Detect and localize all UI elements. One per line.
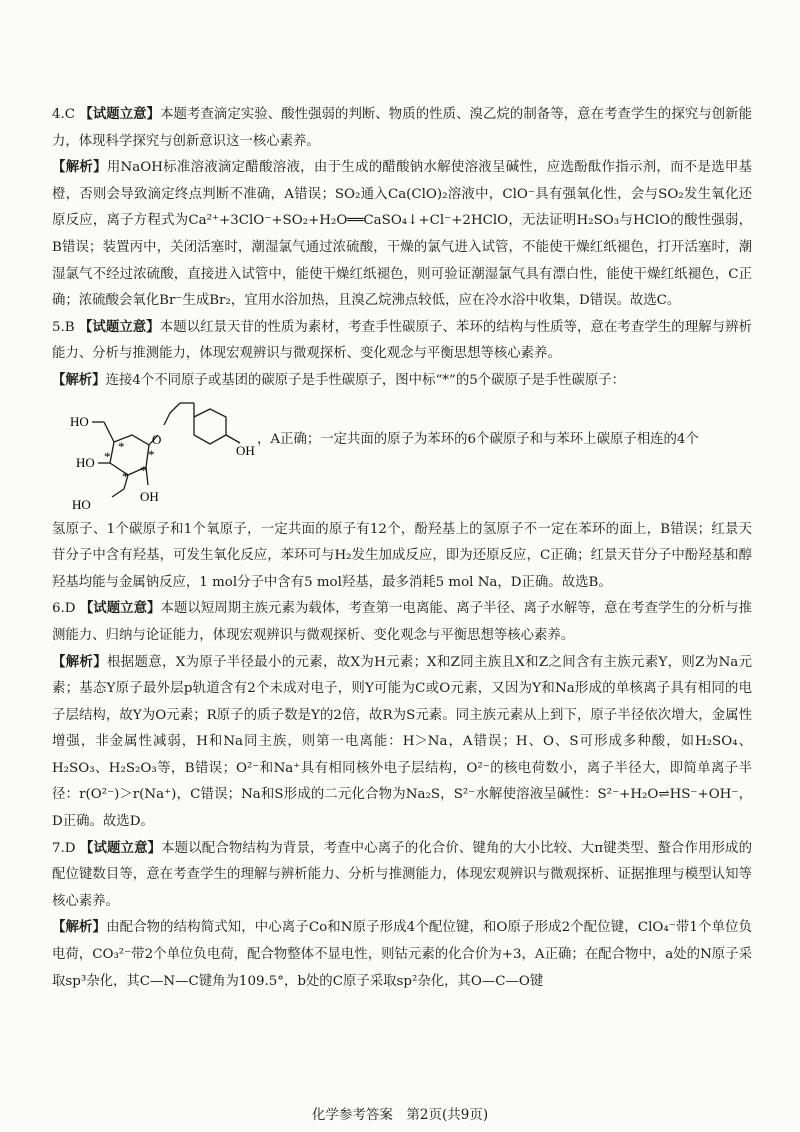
page-footer: 化学参考答案 第2页(共9页) xyxy=(311,1107,489,1123)
q4-intent xyxy=(52,102,752,155)
mol-star-3: * xyxy=(122,468,129,484)
q6-analysis-text: 根据题意，X为原子半径最小的元素，故X为H元素；X和Z同主族且X和Z之间含有主族元素Y，则Z为Na元素；基态Y原子最外层p轨道含有2个未成对电子，则Y可能为C或O元素，又因为Y和Na形成的单核离子具有相同的电子层结构，故Y为O元素；R原子的质子数是Y的2倍，故R为S元素。同主族元素从上到下，原子半径依次增大，金属性增强，非金属性减弱，H和Na同主族，则第一电离能：H＞Na，A错误；H、O、S可形成多种酸，如H₂SO₄、H₂SO₃、H₂S₂O₃等，B错误；O²⁻和Na⁺具有相同核外电子层结构，O²⁻的核电荷数小，离子半径大，即简单离子半径：r(O²⁻)＞r(Na⁺)，C错误；Na和S形成的二元化合物为Na₂S，S²⁻水解使溶液呈碱性：S²⁻+H₂O⇌HS⁻+OH⁻，D正确。故选D。 xyxy=(52,654,753,830)
q7-analysis-text: 由配合物的结构简式知，中心离子Co和N原子形成4个配位键，和O原子形成2个配位键，ClO₄⁻带1个单位负电荷，CO₃²⁻带2个单位负电荷，配合物整体不显电性，则钴元素的化合价为+3，A正确；在配合物中，a处的N原子采取sp³杂化，其C—N—C键角为109.5°，b处的C原子采取sp²杂化，其O—C—O键 xyxy=(52,920,752,989)
q4-analysis-tag: 【解析】 xyxy=(52,160,107,176)
mol-ho-top: HO xyxy=(70,413,89,429)
salidroside-structure xyxy=(52,397,257,517)
mol-star-4: * xyxy=(148,446,155,462)
q6-analysis-tag: 【解析】 xyxy=(52,654,107,670)
q5-intent-text: 本题以红景天苷的性质为素材，考查手性碳原子、苯环的结构与性质等，意在考查学生的理解与辨析能力、分析与推测能力，体现宏观辨识与微观探析、变化观念与平衡思想等核心素养。 xyxy=(52,319,752,362)
q6-number: 6.D xyxy=(52,601,76,617)
q6-intent-text: 本题以短周期主族元素为载体，考查第一电离能、离子半径、离子水解等，意在考查学生的分析与推测能力、归纳与论证能力，体现宏观辨识与微观探析、变化观念与平衡思想等核心素养。 xyxy=(52,601,752,643)
q4-intent-text: 本题考查滴定实验、酸性强弱的判断、物质的性质、溴乙烷的制备等，意在考查学生的探究与创新能力，体现科学探究与创新意识这一核心素养。 xyxy=(52,107,753,149)
mol-star-1: * xyxy=(118,438,125,454)
mol-oh-phenol: OH xyxy=(236,442,255,458)
q5-intent xyxy=(52,315,752,368)
mol-link-o: O xyxy=(152,431,162,447)
q7-intent-tag: 【试题立意】 xyxy=(79,840,162,856)
q5-analysis-b: 氢原子、1个碳原子和1个氧原子，一定共面的原子有12个，酚羟基上的氢原子不一定在苯环的面上，B错误；红景天苷分子中含有羟基，可发生氧化反应，苯环可与H₂发生加成反应，即为还原反应，C正确；红景天苷分子中酚羟基和醇羟基均能与金属钠反应，1 mol分子中含有5 mol羟基，最多消耗5 mol Na，D正确。故选B。 xyxy=(52,521,752,590)
q6-analysis xyxy=(52,650,752,836)
q4-number: 4.C xyxy=(52,107,76,122)
q5-analysis-text-a: 连接4个不同原子或基团的碳原子是手性碳原子，图中标“*”的5个碳原子是手性碳原子： xyxy=(105,372,626,388)
mol-star-2: * xyxy=(104,448,111,464)
q5-after-structure: ，A正确；一定共面的原子为苯环的6个碳原子和与苯环上碳原子相连的4个 xyxy=(257,431,699,447)
mol-star-5: * xyxy=(140,462,147,478)
q6-intent-tag: 【试题立意】 xyxy=(79,601,161,617)
q6-intent xyxy=(52,596,752,649)
answer-page xyxy=(52,102,752,995)
salidroside-structure-row xyxy=(52,397,752,517)
mol-ho-bottom-left: HO xyxy=(72,496,91,512)
q7-analysis-tag: 【解析】 xyxy=(52,920,107,936)
q5-intent-tag: 【试题立意】 xyxy=(78,319,160,335)
q4-analysis xyxy=(52,155,752,315)
q5-analysis-tag: 【解析】 xyxy=(52,372,106,388)
mol-ho-left: HO xyxy=(76,454,95,470)
q5-analysis-a xyxy=(52,368,752,395)
q7-number: 7.D xyxy=(52,840,76,856)
q7-analysis xyxy=(52,915,752,995)
q5-number: 5.B xyxy=(52,319,75,335)
mol-oh-bottom: OH xyxy=(140,488,159,504)
q7-intent xyxy=(52,836,752,916)
q7-intent-text: 本题以配合物结构为背景，考查中心离子的化合价、键角的大小比较、大π键类型、螯合作用形成的配位键数目等，意在考查学生的理解与辨析能力、分析与推测能力，体现宏观辨识与微观探析、证据推理与模型认知等核心素养。 xyxy=(52,840,752,909)
q4-intent-tag: 【试题立意】 xyxy=(79,107,161,122)
q4-analysis-text: 用NaOH标准溶液滴定醋酸溶液，由于生成的醋酸钠水解使溶液呈碱性，应选酚酞作指示剂，而不是选甲基橙，否则会导致滴定终点判断不准确，A错误；SO₂通入Ca(ClO)₂溶液中，ClO⁻具有强氧化性，会与SO₂发生氧化还原反应，离子方程式为Ca²⁺+3ClO⁻+SO₂+H₂O══CaSO₄↓+Cl⁻+2HClO，无法证明H₂SO₃与HClO的酸性强弱，B错误；装置丙中，关闭活塞时，潮湿氯气通过浓硫酸，干燥的氯气进入试管，不能使干燥红纸褪色，打开活塞时，潮湿氯气不经过浓硫酸，直接进入试管中，能使干燥红纸褪色，则可验证潮湿氯气具有漂白性，能使干燥红纸褪色，C正确；浓硫酸会氧化Br⁻生成Br₂，宜用水浴加热，且溴乙烷沸点较低，应在冷水浴中收集，D错误。故选C。 xyxy=(52,160,753,309)
